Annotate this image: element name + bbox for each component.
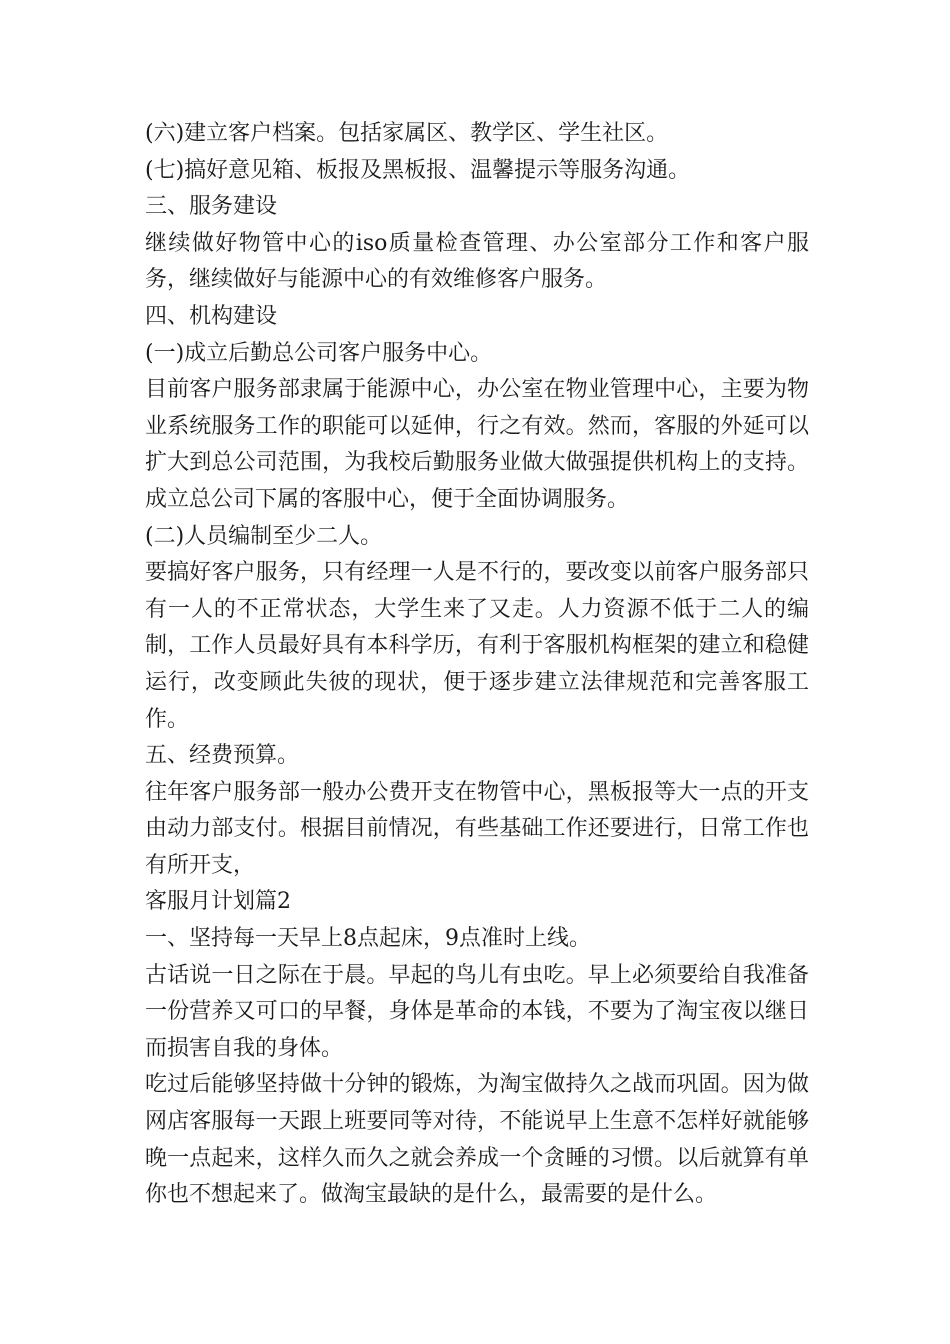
paragraph-11: 往年客户服务部一般办公费开支在物管中心，黑板报等大一点的开支由动力部支付。根据目前情况，有些基础工作还要进行，日常工作也有所开支， bbox=[145, 779, 809, 878]
paragraph-15: 吃过后能够坚持做十分钟的锻炼，为淘宝做持久之战而巩固。因为做网店客服每一天跟上班要同等对待，不能说早上生意不怎样好就能够晚一点起来，这样久而久之就会养成一个贪睡的习惯。以后就算有单你也不想起来了。做淘宝最缺的是什么，最需要的是什么。 bbox=[145, 1072, 809, 1208]
paragraph-9: 要搞好客户服务，只有经理一人是不行的，要改变以前客户服务部只有一人的不正常状态，大学生来了又走。人力资源不低于二人的编制，工作人员最好具有本科学历，有利于客服机构框架的建立和稳健运行，改变顾此失彼的现状，便于逐步建立法律规范和完善客服工作。 bbox=[145, 560, 809, 732]
section-heading-5: 五、经费预算。 bbox=[145, 743, 300, 769]
paragraph-7: 目前客户服务部隶属于能源中心，办公室在物业管理中心，主要为物业系统服务工作的职能可以延伸，行之有效。然而，客服的外延可以扩大到总公司范围，为我校后勤服务业做大做强提供机构上的支持。成立总公司下属的客服中心，便于全面协调服务。 bbox=[145, 377, 809, 512]
paragraph-2: (七)搞好意见箱、板报及黑板报、温馨提示等服务沟通。 bbox=[145, 157, 691, 183]
article-title: 客服月计划篇2 bbox=[145, 889, 291, 915]
section-heading-3: 三、服务建设 bbox=[145, 194, 278, 220]
paragraph-1: (六)建立客户档案。包括家属区、教学区、学生社区。 bbox=[145, 121, 669, 146]
paragraph-6: (一)成立后勤总公司客户服务中心。 bbox=[145, 340, 493, 366]
paragraph-13: 一、坚持每一天早上8点起床，9点准时上线。 bbox=[145, 926, 591, 952]
section-heading-4: 四、机构建设 bbox=[145, 303, 278, 329]
document-body bbox=[145, 116, 809, 1214]
paragraph-4: 继续做好物管中心的iso质量检查管理、办公室部分工作和客户服务，继续做好与能源中心的有效维修客户服务。 bbox=[145, 230, 809, 293]
paragraph-8: (二)人员编制至少二人。 bbox=[145, 523, 383, 549]
paragraph-14: 古话说一日之际在于晨。早起的鸟儿有虫吃。早上必须要给自我准备一份营养又可口的早餐，身体是革命的本钱，不要为了淘宝夜以继日而损害自我的身体。 bbox=[145, 962, 809, 1061]
